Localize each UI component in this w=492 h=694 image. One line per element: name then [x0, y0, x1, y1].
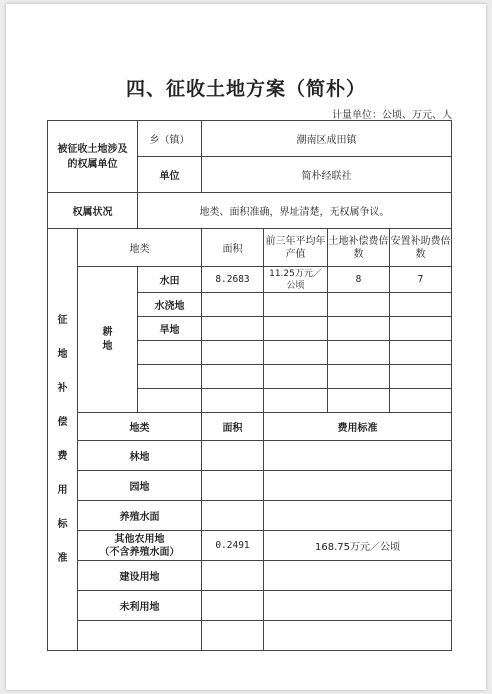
area-cell	[202, 561, 264, 591]
area-cell	[202, 501, 264, 531]
land-type-cell: 园地	[78, 471, 202, 501]
empty-cell	[264, 621, 452, 651]
unit-note: 计量单位：公顷、万元、人	[332, 110, 452, 121]
standard-cell	[264, 591, 452, 621]
area-cell	[202, 441, 264, 471]
empty-cell	[328, 365, 390, 389]
document-page	[6, 4, 486, 690]
resettle-multiple-cell: 7	[390, 267, 452, 293]
empty-cell	[138, 389, 202, 413]
empty-cell	[202, 341, 264, 365]
group-label-cultivated: 耕地	[78, 267, 138, 413]
land-type-cell: 建设用地	[78, 561, 202, 591]
area-cell	[202, 317, 264, 341]
land-type-cell: 水田	[138, 267, 202, 293]
land-multiple-cell: 8	[328, 267, 390, 293]
section-char: 用	[57, 484, 68, 496]
empty-cell	[202, 389, 264, 413]
empty-cell	[264, 389, 328, 413]
standard-cell	[264, 501, 452, 531]
section-char: 征	[57, 314, 68, 326]
township-label: 乡（镇）	[138, 121, 202, 157]
land-type-cell: 其他农用地 （不含养殖水面）	[78, 531, 202, 561]
land-type-cell: 未利用地	[78, 591, 202, 621]
upper-header-resettle-multiple: 安置补助费倍数	[390, 229, 452, 267]
empty-cell	[390, 341, 452, 365]
empty-cell	[264, 365, 328, 389]
section-char: 费	[57, 450, 68, 462]
land-acquisition-table	[47, 120, 452, 651]
section-char: 地	[57, 348, 68, 360]
area-cell: 8.2683	[202, 267, 264, 293]
output-cell	[264, 293, 328, 317]
standard-cell: 168.75万元／公顷	[264, 531, 452, 561]
area-cell	[202, 591, 264, 621]
land-type-cell: 旱地	[138, 317, 202, 341]
empty-cell	[138, 365, 202, 389]
section-char: 标	[57, 518, 68, 530]
status-value: 地类、面积准确，界址清楚，无权属争议。	[138, 193, 452, 229]
upper-header-output: 前三年平均年产值	[264, 229, 328, 267]
owner-label: 被征收土地涉及的权属单位	[48, 121, 138, 193]
section-char: 补	[57, 382, 68, 394]
output-cell	[264, 317, 328, 341]
lower-header-land-type: 地类	[78, 413, 202, 441]
land-type-cell: 林地	[78, 441, 202, 471]
resettle-multiple-cell	[390, 317, 452, 341]
empty-cell	[390, 365, 452, 389]
empty-cell	[264, 341, 328, 365]
empty-cell	[390, 389, 452, 413]
land-type-cell: 养殖水面	[78, 501, 202, 531]
upper-header-land-type: 地类	[78, 229, 202, 267]
resettle-multiple-cell	[390, 293, 452, 317]
area-cell	[202, 293, 264, 317]
empty-cell	[328, 389, 390, 413]
unit-label: 单位	[138, 157, 202, 193]
area-cell	[202, 471, 264, 501]
area-cell: 0.2491	[202, 531, 264, 561]
section-label-vertical	[48, 229, 78, 651]
output-cell: 11.25万元／公顷	[264, 267, 328, 293]
section-char: 偿	[57, 416, 68, 428]
lower-header-area: 面积	[202, 413, 264, 441]
land-multiple-cell	[328, 293, 390, 317]
land-multiple-cell	[328, 317, 390, 341]
empty-cell	[202, 365, 264, 389]
page-title: 四、征收土地方案（简朴）	[125, 78, 366, 100]
empty-cell	[78, 621, 202, 651]
empty-cell	[328, 341, 390, 365]
land-type-cell: 水浇地	[138, 293, 202, 317]
standard-cell	[264, 441, 452, 471]
empty-cell	[138, 341, 202, 365]
township-value: 潮南区成田镇	[202, 121, 452, 157]
upper-header-area: 面积	[202, 229, 264, 267]
lower-header-standard: 费用标准	[264, 413, 452, 441]
standard-cell	[264, 561, 452, 591]
upper-header-land-multiple: 土地补偿费倍数	[328, 229, 390, 267]
unit-value: 简朴经联社	[202, 157, 452, 193]
section-char: 准	[57, 552, 68, 564]
standard-cell	[264, 471, 452, 501]
status-label: 权属状况	[48, 193, 138, 229]
empty-cell	[202, 621, 264, 651]
